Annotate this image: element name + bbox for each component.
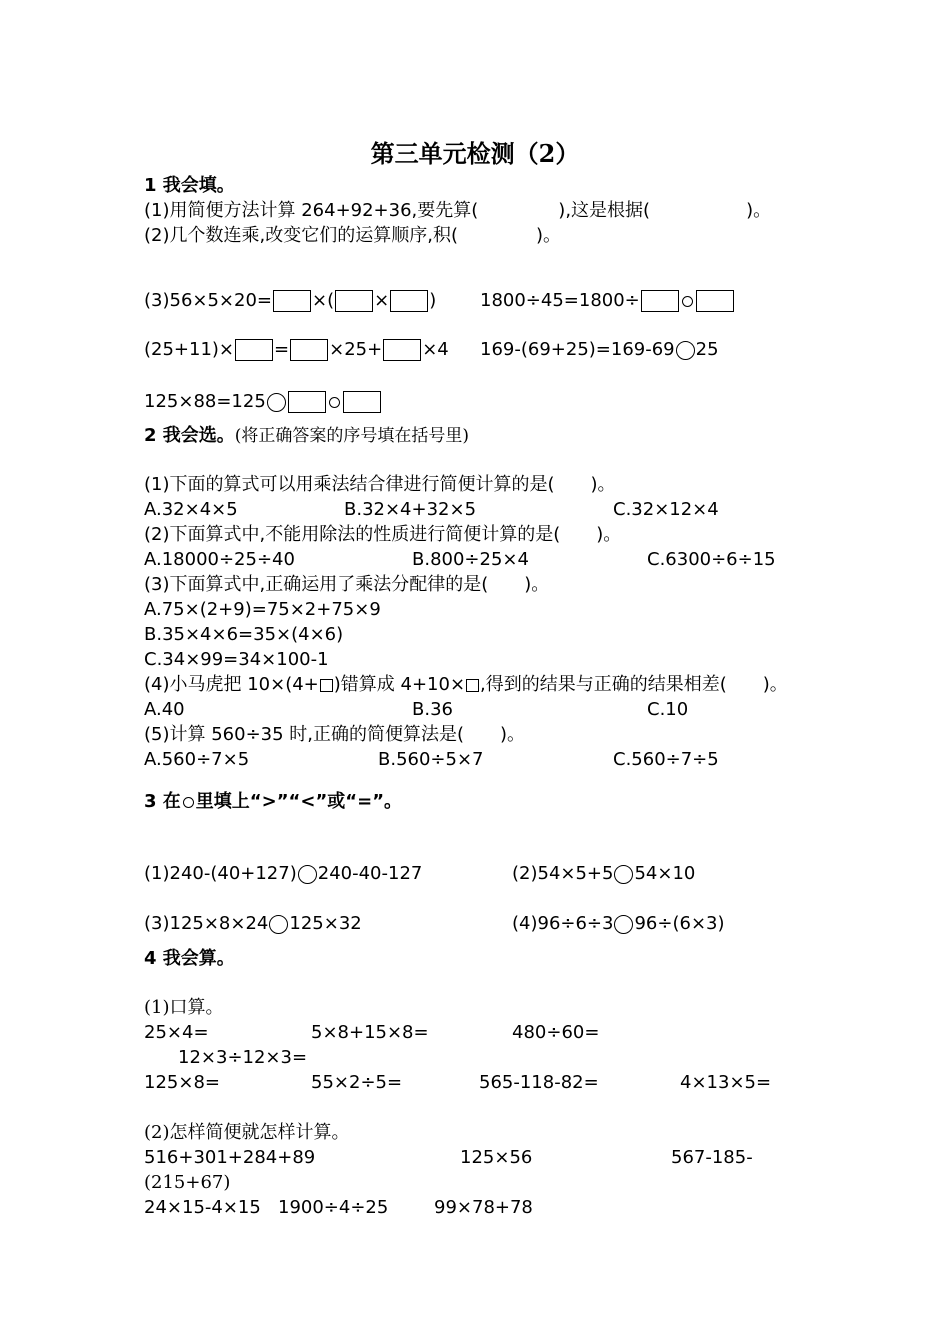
option-a[interactable]: A.32×4×5 — [144, 499, 238, 520]
s1-q4-text-a: (25+11)× — [144, 339, 235, 360]
s3-p3-right: 125×32 — [289, 913, 362, 934]
s2-question-1: (1)下面的算式可以用乘法结合律进行简便计算的是( )。 — [144, 474, 616, 495]
s1-question-3 — [144, 289, 436, 313]
option-c[interactable]: C.6300÷6÷15 — [647, 549, 776, 570]
answer-box[interactable] — [290, 339, 328, 361]
page-title: 第三单元检测（2） — [370, 139, 580, 168]
circle-icon[interactable] — [329, 397, 340, 408]
square-icon — [320, 679, 333, 692]
s3-p4-left: (4)96÷6÷3 — [512, 913, 614, 934]
s1-q4-text-c: ×25+ — [329, 339, 383, 360]
s1-question-4b — [480, 338, 719, 362]
s1-q4-text-f: 25 — [695, 339, 719, 360]
problem: 1900÷4÷25 — [278, 1197, 389, 1218]
circle-icon[interactable] — [676, 341, 695, 360]
s1-q3-text-b: ×( — [312, 290, 335, 311]
answer-box[interactable] — [383, 339, 421, 361]
s1-q2-text-b: )。 — [535, 225, 561, 246]
s3-problem-3 — [144, 912, 362, 936]
s1-question-1 — [144, 199, 771, 223]
s3-p2-left: (2)54×5+5 — [512, 863, 614, 884]
s2-q3-option-a[interactable]: A.75×(2+9)=75×2+75×9 — [144, 599, 381, 620]
answer-box[interactable] — [343, 391, 381, 413]
option-a[interactable]: A.40 — [144, 699, 185, 720]
s3-p3-left: (3)125×8×24 — [144, 913, 269, 934]
s1-q4-text-e: 169-(69+25)=169-69 — [480, 339, 675, 360]
problem: 24×15-4×15 — [144, 1197, 261, 1218]
problem: 55×2÷5= — [311, 1072, 403, 1093]
s2-q3-option-b[interactable]: B.35×4×6=35×(4×6) — [144, 624, 344, 645]
s2-q4-text-a: (4)小马虎把 10×(4+ — [144, 674, 319, 695]
s1-q3-text-d: ) — [429, 290, 437, 311]
section-3-title-a: 3 在 — [144, 791, 181, 812]
circle-icon — [183, 797, 194, 808]
s3-problem-4 — [512, 912, 725, 936]
s1-q4-text-d: ×4 — [422, 339, 449, 360]
s1-question-4 — [144, 338, 449, 362]
option-c[interactable]: C.560÷7÷5 — [613, 749, 719, 770]
section-2-title: 2 我会选。 — [144, 425, 235, 446]
answer-box[interactable] — [335, 290, 373, 312]
problem: 125×56 — [460, 1147, 533, 1168]
s2-question-2: (2)下面算式中,不能用除法的性质进行简便计算的是( )。 — [144, 524, 622, 545]
section-3-title-b: 里填上“>”“<”或“=”。 — [195, 791, 403, 812]
s1-q1-text-c: )。 — [746, 200, 772, 221]
s4-sub-2: (2)怎样简便就怎样计算。 — [144, 1122, 350, 1143]
answer-box[interactable] — [390, 290, 428, 312]
section-3-heading — [144, 790, 402, 814]
option-c[interactable]: C.32×12×4 — [613, 499, 719, 520]
s1-question-3b — [480, 289, 735, 313]
s2-q3-option-c[interactable]: C.34×99=34×100-1 — [144, 649, 329, 670]
s1-q3-text-e: 1800÷45=1800÷ — [480, 290, 640, 311]
s2-question-4 — [144, 673, 788, 697]
s1-q1-text-b: ),这是根据( — [558, 200, 651, 221]
option-b[interactable]: B.800÷25×4 — [412, 549, 529, 570]
option-b[interactable]: B.32×4+32×5 — [344, 499, 477, 520]
s3-p1-right: 240-40-127 — [317, 863, 423, 884]
answer-box[interactable] — [235, 339, 273, 361]
s3-p2-right: 54×10 — [634, 863, 696, 884]
answer-box[interactable] — [288, 391, 326, 413]
problem: 99×78+78 — [434, 1197, 533, 1218]
circle-icon[interactable] — [298, 865, 317, 884]
circle-icon[interactable] — [267, 393, 286, 412]
s1-q2-text-a: (2)几个数连乘,改变它们的运算顺序,积( — [144, 225, 458, 246]
s3-problem-2 — [512, 862, 695, 886]
option-b[interactable]: B.36 — [412, 699, 453, 720]
s2-q4-text-c: ,得到的结果与正确的结果相差( )。 — [480, 674, 788, 695]
problem: 25×4= — [144, 1022, 209, 1043]
problem: 4×13×5= — [680, 1072, 772, 1093]
section-4-heading: 4 我会算。 — [144, 948, 235, 969]
option-b[interactable]: B.560÷5×7 — [378, 749, 484, 770]
circle-icon[interactable] — [614, 915, 633, 934]
s3-p1-left: (1)240-(40+127) — [144, 863, 297, 884]
s1-question-5 — [144, 390, 382, 414]
s2-question-3: (3)下面算式中,正确运用了乘法分配律的是( )。 — [144, 574, 550, 595]
answer-box[interactable] — [273, 290, 311, 312]
s2-question-5: (5)计算 560÷35 时,正确的简便算法是( )。 — [144, 724, 526, 745]
problem: 5×8+15×8= — [311, 1022, 429, 1043]
section-1-heading: 1 我会填。 — [144, 175, 235, 196]
s1-q5-text-a: 125×88=125 — [144, 391, 266, 412]
s1-q3-text-c: × — [374, 290, 390, 311]
answer-box[interactable] — [641, 290, 679, 312]
problem: (215+67) — [144, 1172, 231, 1193]
s1-question-2 — [144, 224, 561, 248]
section-2-note: (将正确答案的序号填在括号里) — [234, 426, 470, 446]
s4-sub-1: (1)口算。 — [144, 997, 224, 1018]
s3-p4-right: 96÷(6×3) — [634, 913, 725, 934]
answer-box[interactable] — [696, 290, 734, 312]
option-a[interactable]: A.18000÷25÷40 — [144, 549, 295, 570]
s1-q3-text-a: (3)56×5×20= — [144, 290, 273, 311]
problem: 12×3÷12×3= — [178, 1047, 308, 1068]
s1-q4-text-b: = — [274, 339, 290, 360]
section-2-heading — [144, 424, 469, 448]
square-icon — [466, 679, 479, 692]
problem: 125×8= — [144, 1072, 220, 1093]
problem: 480÷60= — [512, 1022, 600, 1043]
s1-q1-text-a: (1)用简便方法计算 264+92+36,要先算( — [144, 200, 479, 221]
option-a[interactable]: A.560÷7×5 — [144, 749, 250, 770]
s3-problem-1 — [144, 862, 422, 886]
problem: 565-118-82= — [479, 1072, 599, 1093]
circle-icon[interactable] — [614, 865, 633, 884]
circle-icon[interactable] — [682, 296, 693, 307]
problem: 516+301+284+89 — [144, 1147, 316, 1168]
s2-q4-text-b: )错算成 4+10× — [333, 674, 466, 695]
option-c[interactable]: C.10 — [647, 699, 689, 720]
problem: 567-185- — [671, 1147, 753, 1168]
circle-icon[interactable] — [269, 915, 288, 934]
